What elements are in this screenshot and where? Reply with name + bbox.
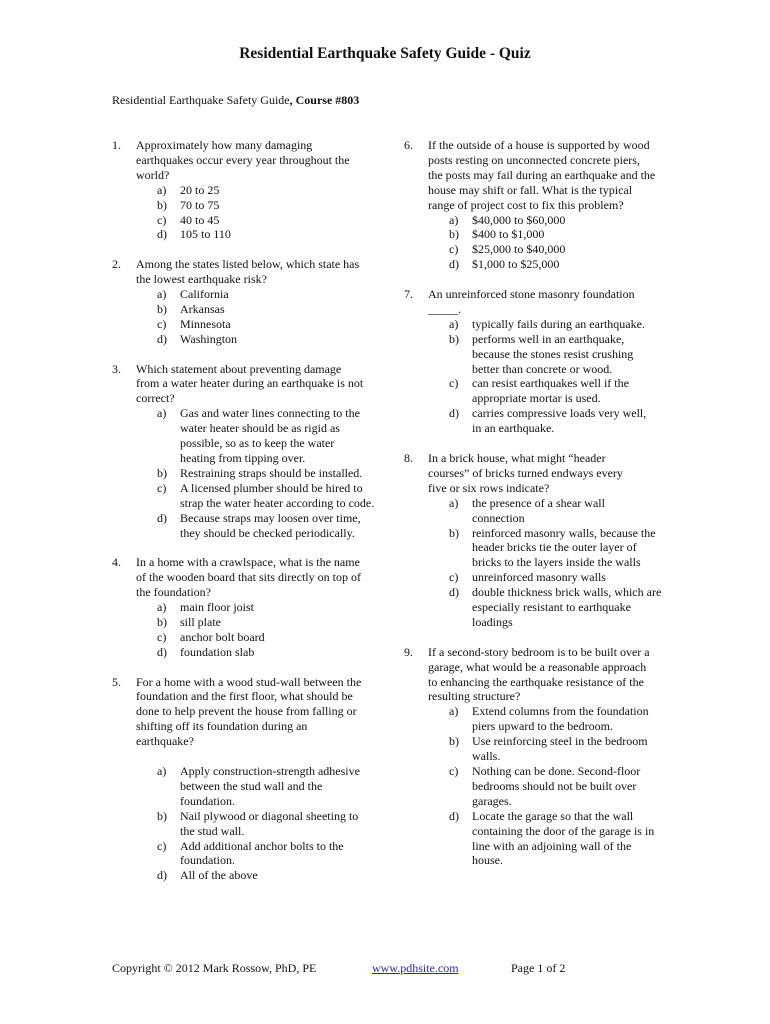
option-a [112,600,382,615]
option-c [404,242,669,257]
course-intro [112,93,382,108]
option-d [404,585,664,630]
option-label: d) [157,331,167,346]
option-label: a) [449,212,459,227]
question-3 [112,362,382,541]
question-number: 4. [112,555,121,570]
option-list [112,183,382,243]
question-text: In a brick house, what might “header courses” of bricks turned endways every five or six rows indicate? [428,451,623,495]
option-text: typically fails during an earthquake. [472,316,645,331]
right-column [404,138,669,868]
option-label: a) [449,495,459,510]
option-text: 105 to 110 [180,227,231,242]
option-b [404,734,652,764]
option-b [404,526,662,571]
option-text: foundation slab [180,644,255,659]
option-list [112,764,382,883]
option-label: a) [157,763,167,778]
option-text: $40,000 to $60,000 [472,212,566,227]
option-text: Gas and water lines connecting to the water heater should be as rigid as possible, so as to keep the water heating from tipping over. [180,406,360,465]
question-8 [404,451,669,630]
option-a [112,287,382,302]
option-list [112,600,382,660]
question-4 [112,555,382,659]
option-c [112,213,382,228]
option-d [112,645,382,660]
option-label: b) [157,301,167,316]
option-text: 70 to 75 [180,197,220,212]
footer-copyright: Copyright © 2012 Mark Rossow, PhD, PE [112,961,317,975]
option-text: Arkansas [180,301,225,316]
option-d [112,511,365,541]
option-label: b) [157,614,167,629]
option-b [404,227,669,242]
option-text: can resist earthquakes well if the appropriate mortar is used. [472,376,629,406]
option-label: c) [449,376,459,391]
option-label: b) [449,734,459,749]
option-label: c) [449,242,459,257]
option-b [112,809,370,839]
option-text: 20 to 25 [180,182,220,197]
option-text: Extend columns from the foundation piers upward to the bedroom. [472,704,649,734]
option-a [404,496,652,526]
question-number: 6. [404,138,413,152]
option-text: Locate the garage so that the wall containing the door of the garage is in line with an adjoining wall of the house. [472,808,655,868]
question-number: 2. [112,257,121,272]
option-text: Washington [180,331,238,346]
course-number: , Course #803 [289,93,360,107]
course-name: Residential Earthquake Safety Guide [112,93,290,107]
question-number: 3. [112,361,121,376]
option-label: c) [449,570,459,585]
question-number: 8. [404,451,413,465]
option-label: a) [157,182,167,197]
option-label: d) [449,585,459,600]
option-d [112,332,382,347]
option-list [404,213,669,273]
question-text: In a home with a crawlspace, what is the name of the wooden board that sits directly on top of the foundation? [136,555,361,600]
footer-link[interactable]: www.pdhsite.com [372,961,459,975]
option-a [112,406,365,466]
option-d [404,257,669,272]
question-9 [404,645,669,869]
option-text: A licensed plumber should be hired to strap the water heater according to code. [180,480,375,510]
option-label: a) [157,600,167,615]
option-text: $400 to $1,000 [472,227,545,242]
option-label: a) [449,316,459,331]
option-label: c) [157,212,167,227]
option-a [112,764,370,809]
option-b [112,198,382,213]
option-d [112,868,382,883]
question-text: Approximately how many damaging earthquakes occur every year throughout the world? [136,138,350,182]
option-text: $1,000 to $25,000 [472,257,560,272]
question-number: 7. [404,287,413,302]
option-label: b) [157,465,167,480]
footer-page-number: Page 1 of 2 [511,961,566,975]
option-text: main floor joist [180,600,254,615]
option-d [404,809,660,869]
option-text: unreinforced masonry walls [472,570,606,585]
question-number: 5. [112,674,121,689]
option-text: Nothing can be done. Second-floor bedrooms should not be built over garages. [472,764,641,808]
option-a [404,213,669,228]
option-label: c) [157,629,167,644]
option-d [112,227,382,242]
question-text: For a home with a wood stud-wall between the foundation and the first floor, what should be done to help prevent the house from falling or shifting off its foundation during an earthquake? [136,674,362,749]
option-text: Because straps may loosen over time, they should be checked periodically. [180,510,361,540]
option-a [112,183,382,198]
option-text: carries compressive loads very well, in an earthquake. [472,406,647,436]
option-list [112,287,382,347]
option-label: d) [157,510,167,525]
question-number: 1. [112,138,121,152]
option-label: d) [157,868,167,883]
option-text: All of the above [180,868,258,883]
question-text: If the outside of a house is supported by wood posts resting on unconnected concrete piers, the posts may fail during an earthquake and the house may shift or fall. What is the typical range of project cost to fix this problem? [428,138,656,212]
option-label: d) [449,808,459,823]
option-text: double thickness brick walls, which are especially resistant to earthquake loadings [472,585,662,629]
option-text: anchor bolt board [180,629,265,644]
question-text: An unreinforced stone masonry foundation _____. [428,287,635,316]
question-1 [112,138,382,242]
option-c [404,376,657,406]
question-text: Which statement about preventing damage from a water heater during an earthquake is not correct? [136,361,364,406]
option-c [404,570,669,585]
option-label: d) [449,406,459,421]
option-d [404,406,647,436]
option-list [404,496,669,630]
option-b [112,615,382,630]
option-label: c) [157,480,167,495]
option-c [404,764,662,809]
option-label: a) [449,704,459,719]
option-label: d) [449,257,459,272]
option-c [112,630,382,645]
option-text: the presence of a shear wall connection [472,495,605,525]
option-label: b) [449,331,459,346]
option-a [404,704,652,734]
option-label: b) [157,197,167,212]
option-text: 40 to 45 [180,212,220,227]
option-text: California [180,287,229,302]
option-text: reinforced masonry walls, because the header bricks tie the outer layer of bricks to the layers inside the walls [472,525,656,570]
option-b [404,332,657,377]
option-label: a) [157,287,167,302]
option-c [112,317,382,332]
question-5 [112,675,382,884]
option-list [404,704,669,868]
option-c [112,839,365,869]
question-6 [404,138,669,272]
question-text: If a second-story bedroom is to be built over a garage, what would be a reasonable approach to enhancing the earthquake resistance of the resulting structure? [428,644,650,704]
option-b [112,302,382,317]
question-number: 9. [404,644,413,659]
option-label: b) [157,808,167,823]
option-text: Restraining straps should be installed. [180,465,363,480]
option-b [112,466,365,481]
option-label: b) [449,525,459,540]
question-text: Among the states listed below, which state has the lowest earthquake risk? [136,257,360,287]
option-label: c) [157,316,167,331]
option-label: c) [449,764,459,779]
option-label: d) [157,227,167,242]
option-text: Use reinforcing steel in the bedroom walls. [472,734,648,764]
option-text: Add additional anchor bolts to the foundation. [180,838,344,868]
left-column [112,138,382,883]
option-text: Nail plywood or diagonal sheeting to the stud wall. [180,808,359,838]
option-list [112,406,382,540]
option-text: $25,000 to $40,000 [472,242,566,257]
option-label: c) [157,838,167,853]
option-list [404,317,669,436]
option-label: b) [449,227,459,242]
option-a [404,317,657,332]
option-text: sill plate [180,614,221,629]
option-c [112,481,375,511]
option-label: a) [157,406,167,421]
option-text: performs well in an earthquake, because the stones resist crushing better than concrete or wood. [472,331,634,376]
option-text: Minnesota [180,316,231,331]
page-title: Residential Earthquake Safety Guide - Quiz [239,45,531,62]
option-label: d) [157,644,167,659]
question-2 [112,257,382,346]
question-7 [404,287,669,436]
option-text: Apply construction-strength adhesive between the stud wall and the foundation. [180,763,360,808]
